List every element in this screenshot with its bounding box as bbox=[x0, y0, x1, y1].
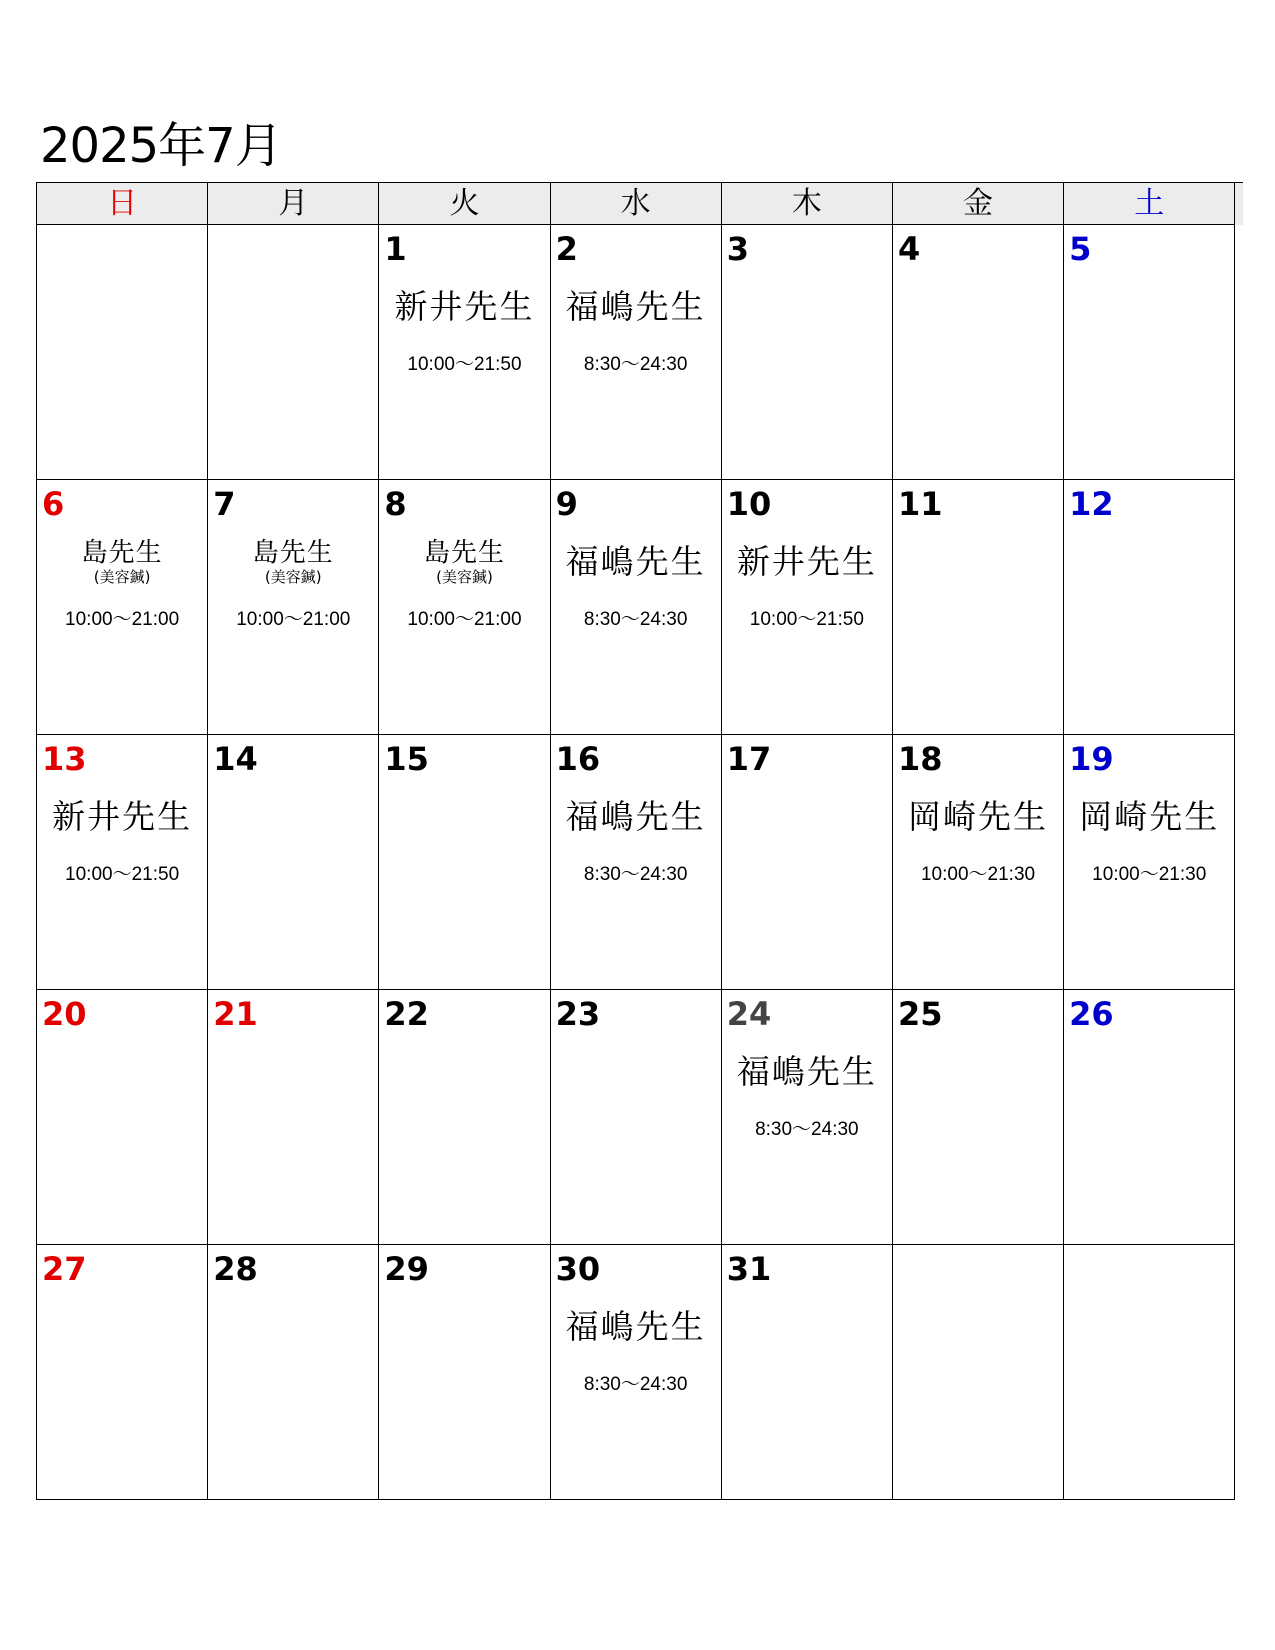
teacher-name: 新井先生 bbox=[394, 287, 535, 326]
day-number: 30 bbox=[555, 1250, 601, 1288]
business-hours: 10:00〜21:00 bbox=[407, 609, 522, 630]
day-number: 19 bbox=[1069, 740, 1114, 778]
empty-day-cell bbox=[893, 1245, 1064, 1500]
day-cell[interactable] bbox=[208, 990, 379, 1245]
day-number: 9 bbox=[555, 485, 578, 523]
day-number: 8 bbox=[384, 485, 407, 523]
weekday-header-cell: 火 bbox=[379, 183, 550, 225]
teacher-name: 福嶋先生 bbox=[565, 287, 706, 326]
day-cell[interactable] bbox=[551, 990, 722, 1245]
day-number: 11 bbox=[897, 485, 943, 523]
week-row bbox=[37, 735, 1243, 990]
weekday-header-cell: 月 bbox=[208, 183, 379, 225]
day-cell[interactable] bbox=[551, 1245, 722, 1500]
day-cell[interactable] bbox=[37, 735, 208, 990]
day-cell[interactable] bbox=[1064, 225, 1235, 480]
empty-day-cell bbox=[1064, 1245, 1235, 1500]
business-hours: 8:30〜24:30 bbox=[583, 1374, 688, 1395]
calendar-body bbox=[37, 225, 1243, 1500]
day-cell[interactable] bbox=[379, 1245, 550, 1500]
treatment-note: (美容鍼) bbox=[436, 568, 493, 586]
week-row bbox=[37, 1245, 1243, 1500]
day-cell[interactable] bbox=[208, 1245, 379, 1500]
day-number: 1 bbox=[384, 230, 407, 268]
day-number: 27 bbox=[42, 1250, 87, 1288]
teacher-name: 島先生 bbox=[423, 538, 505, 568]
day-cell[interactable] bbox=[722, 735, 893, 990]
business-hours: 8:30〜24:30 bbox=[755, 1119, 859, 1140]
teacher-name: 新井先生 bbox=[736, 542, 877, 581]
day-number: 26 bbox=[1069, 995, 1114, 1033]
day-cell[interactable] bbox=[379, 225, 550, 480]
day-cell[interactable] bbox=[722, 225, 893, 480]
weekday-header-cell: 土 bbox=[1064, 183, 1235, 225]
teacher-name: 島先生 bbox=[252, 538, 334, 568]
business-hours: 10:00〜21:00 bbox=[65, 609, 180, 630]
empty-day-cell bbox=[37, 225, 208, 480]
day-cell[interactable] bbox=[1064, 990, 1235, 1245]
teacher-name: 福嶋先生 bbox=[565, 1307, 706, 1346]
day-cell[interactable] bbox=[722, 1245, 893, 1500]
teacher-name: 福嶋先生 bbox=[565, 542, 706, 581]
day-number: 28 bbox=[213, 1250, 258, 1288]
business-hours: 10:00〜21:30 bbox=[1092, 864, 1207, 885]
day-number: 17 bbox=[726, 740, 772, 778]
empty-day-cell bbox=[208, 225, 379, 480]
weekday-header-cell: 金 bbox=[893, 183, 1064, 225]
day-number: 7 bbox=[213, 485, 236, 523]
day-number: 12 bbox=[1069, 485, 1114, 523]
teacher-name: 島先生 bbox=[81, 538, 163, 568]
treatment-note: (美容鍼) bbox=[264, 568, 322, 586]
day-cell[interactable] bbox=[551, 480, 722, 735]
week-row bbox=[37, 990, 1243, 1245]
day-number: 14 bbox=[213, 740, 258, 778]
business-hours: 10:00〜21:50 bbox=[749, 609, 864, 630]
teacher-name: 福嶋先生 bbox=[565, 797, 706, 836]
day-number: 3 bbox=[726, 230, 750, 268]
day-number: 20 bbox=[42, 995, 87, 1033]
business-hours: 10:00〜21:00 bbox=[236, 609, 351, 630]
day-cell[interactable] bbox=[551, 225, 722, 480]
day-number: 13 bbox=[42, 740, 87, 778]
day-cell[interactable] bbox=[722, 990, 893, 1245]
day-number: 25 bbox=[897, 995, 943, 1033]
teacher-name: 福嶋先生 bbox=[736, 1052, 877, 1091]
business-hours: 10:00〜21:30 bbox=[920, 864, 1036, 885]
day-cell[interactable] bbox=[37, 480, 208, 735]
treatment-note: (美容鍼) bbox=[93, 568, 151, 586]
day-number: 6 bbox=[42, 485, 65, 523]
day-cell[interactable] bbox=[379, 990, 550, 1245]
day-number: 23 bbox=[555, 995, 601, 1033]
day-number: 4 bbox=[897, 230, 921, 268]
weekday-header-cell: 日 bbox=[37, 183, 208, 225]
teacher-name: 岡崎先生 bbox=[1079, 797, 1220, 836]
day-cell[interactable] bbox=[37, 1245, 208, 1500]
day-cell[interactable] bbox=[551, 735, 722, 990]
weekday-header-row bbox=[37, 183, 1243, 225]
calendar-grid bbox=[36, 182, 1243, 1500]
teacher-name: 岡崎先生 bbox=[908, 797, 1049, 836]
day-number: 18 bbox=[897, 740, 943, 778]
page-title: 2025年7月 bbox=[40, 118, 282, 174]
business-hours: 10:00〜21:50 bbox=[65, 864, 180, 885]
day-cell[interactable] bbox=[208, 480, 379, 735]
business-hours: 8:30〜24:30 bbox=[583, 609, 688, 630]
teacher-name: 新井先生 bbox=[52, 797, 193, 836]
day-number: 24 bbox=[726, 995, 772, 1033]
day-cell[interactable] bbox=[379, 735, 550, 990]
weekday-header-cell: 水 bbox=[551, 183, 722, 225]
day-cell[interactable] bbox=[722, 480, 893, 735]
business-hours: 8:30〜24:30 bbox=[583, 864, 688, 885]
business-hours: 10:00〜21:50 bbox=[407, 354, 522, 375]
day-number: 21 bbox=[213, 995, 258, 1033]
week-row bbox=[37, 480, 1243, 735]
day-number: 22 bbox=[384, 995, 429, 1033]
day-number: 31 bbox=[726, 1250, 772, 1288]
day-number: 16 bbox=[555, 740, 601, 778]
day-number: 10 bbox=[726, 485, 772, 523]
day-number: 15 bbox=[384, 740, 429, 778]
day-cell[interactable] bbox=[379, 480, 550, 735]
day-number: 29 bbox=[384, 1250, 429, 1288]
business-hours: 8:30〜24:30 bbox=[583, 354, 688, 375]
day-cell[interactable] bbox=[893, 225, 1064, 480]
day-cell[interactable] bbox=[1064, 480, 1235, 735]
day-cell[interactable] bbox=[893, 990, 1064, 1245]
day-cell[interactable] bbox=[37, 990, 208, 1245]
day-number: 5 bbox=[1069, 230, 1092, 268]
day-cell[interactable] bbox=[1064, 735, 1235, 990]
day-number: 2 bbox=[555, 230, 578, 268]
week-row bbox=[37, 225, 1243, 480]
weekday-header-cell: 木 bbox=[722, 183, 893, 225]
day-cell[interactable] bbox=[893, 735, 1064, 990]
day-cell[interactable] bbox=[208, 735, 379, 990]
day-cell[interactable] bbox=[893, 480, 1064, 735]
